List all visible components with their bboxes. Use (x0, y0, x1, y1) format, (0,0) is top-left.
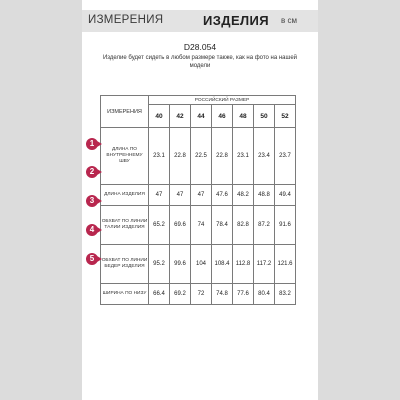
table-cell: 22.8 (170, 128, 191, 185)
measurements-header: ИЗМЕРЕНИЯ (101, 96, 149, 128)
size-header: 40 (149, 105, 170, 128)
table-cell: 74 (191, 206, 212, 245)
size-header: 46 (212, 105, 233, 128)
table-cell: 91.6 (275, 206, 296, 245)
row-label: ОБХВАТ ПО ЛИНИИ БЕДЕР ИЗДЕЛИЯ (101, 245, 149, 284)
table-cell: 87.2 (254, 206, 275, 245)
size-header: 44 (191, 105, 212, 128)
header-band (82, 10, 318, 32)
header-title-bold: ИЗДЕЛИЯ (203, 13, 270, 28)
table-cell: 80.4 (254, 284, 275, 305)
size-header: 52 (275, 105, 296, 128)
table-cell: 47 (191, 185, 212, 206)
table-cell: 23.7 (275, 128, 296, 185)
table-cell: 74.8 (212, 284, 233, 305)
size-table (100, 95, 296, 305)
table-cell: 117.2 (254, 245, 275, 284)
table-cell: 47.6 (212, 185, 233, 206)
row-number-badge: 2 (86, 166, 98, 178)
size-header: 42 (170, 105, 191, 128)
row-number-badge: 1 (86, 138, 98, 150)
table-row (101, 245, 296, 284)
table-row (101, 284, 296, 305)
table-cell: 121.6 (275, 245, 296, 284)
table-cell: 49.4 (275, 185, 296, 206)
table-row (101, 128, 296, 185)
header-title-light: ИЗМЕРЕНИЯ (88, 14, 164, 26)
table-cell: 77.6 (233, 284, 254, 305)
table-cell: 69.6 (170, 206, 191, 245)
table-cell: 108.4 (212, 245, 233, 284)
row-label: ДЛИНА ИЗДЕЛИЯ (101, 185, 149, 206)
table-cell: 65.2 (149, 206, 170, 245)
table-cell: 99.6 (170, 245, 191, 284)
fit-note: Изделие будет сидеть в любом размере также, как на фото на нашей модели (102, 55, 298, 69)
row-label: ДЛИНА ПО ВНУТРЕННЕМУ ШВУ (101, 128, 149, 185)
table-cell: 22.8 (212, 128, 233, 185)
product-code: D28.054 (183, 42, 217, 52)
table-cell: 72 (191, 284, 212, 305)
table-cell: 47 (149, 185, 170, 206)
table-cell: 47 (170, 185, 191, 206)
table-cell: 95.2 (149, 245, 170, 284)
table-cell: 23.1 (233, 128, 254, 185)
row-number-badge: 5 (86, 253, 98, 265)
size-header: 48 (233, 105, 254, 128)
table-cell: 112.8 (233, 245, 254, 284)
row-label: ОБХВАТ ПО ЛИНИИ ТАЛИИ ИЗДЕЛИЯ (101, 206, 149, 245)
table-cell: 23.1 (149, 128, 170, 185)
table-cell: 69.2 (170, 284, 191, 305)
table-cell: 48.8 (254, 185, 275, 206)
table-row (101, 206, 296, 245)
size-header: 50 (254, 105, 275, 128)
table-cell: 23.4 (254, 128, 275, 185)
size-chart-page (82, 0, 318, 400)
table-cell: 78.4 (212, 206, 233, 245)
table-cell: 83.2 (275, 284, 296, 305)
table-cell: 66.4 (149, 284, 170, 305)
table-cell: 22.5 (191, 128, 212, 185)
table-row (101, 185, 296, 206)
row-label: ШИРИНА ПО НИЗУ (101, 284, 149, 305)
header-units: в см (281, 16, 297, 25)
table-cell: 104 (191, 245, 212, 284)
table-cell: 48.2 (233, 185, 254, 206)
row-number-badge: 4 (86, 224, 98, 236)
russian-size-header: РОССИЙСКИЙ РАЗМЕР (149, 96, 296, 105)
table-cell: 82.8 (233, 206, 254, 245)
row-number-badge: 3 (86, 195, 98, 207)
